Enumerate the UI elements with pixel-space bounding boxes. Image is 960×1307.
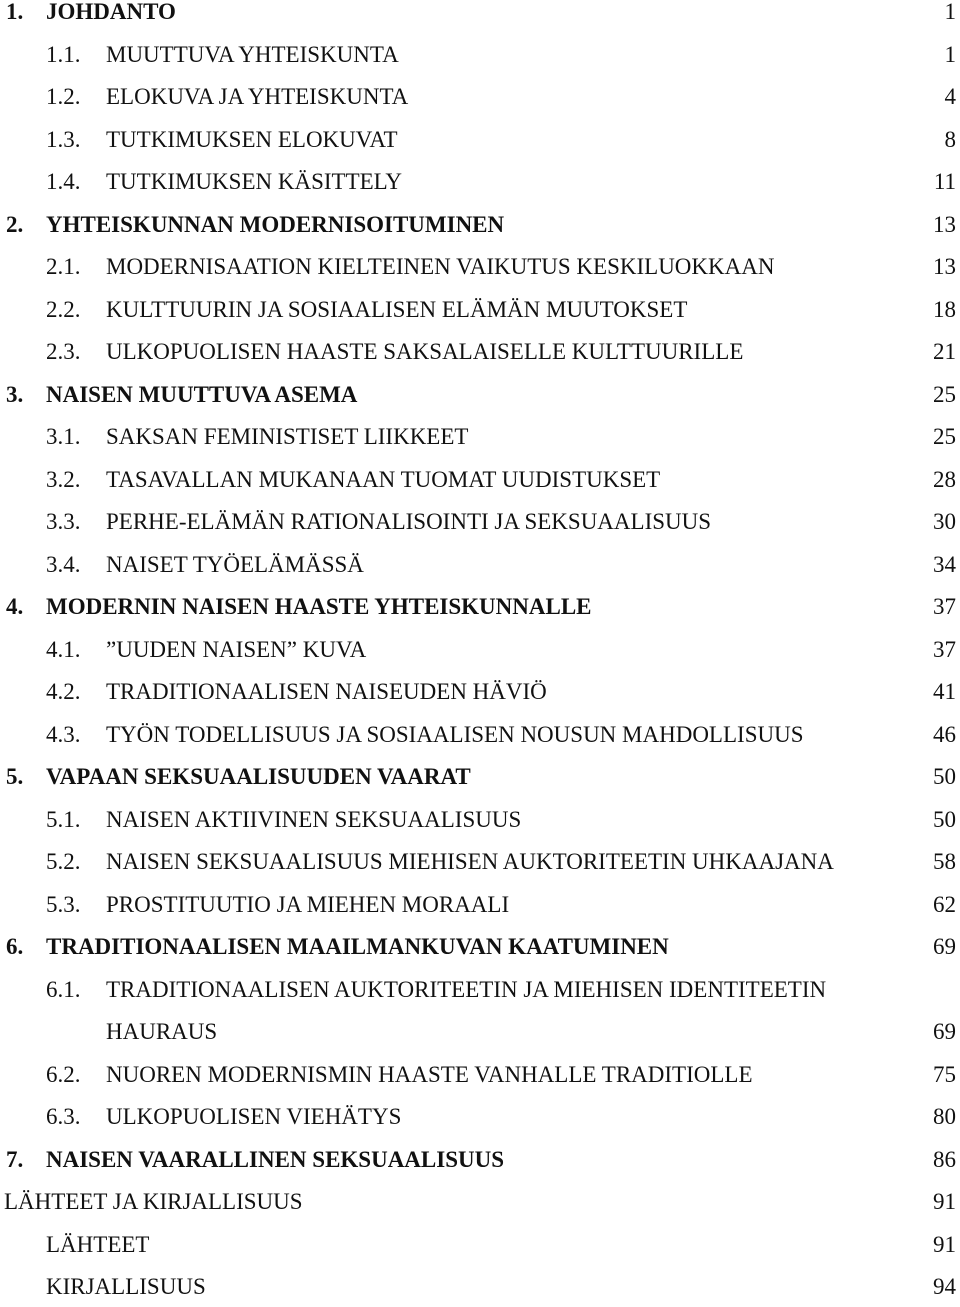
toc-entry-number: 4.1. (46, 636, 81, 662)
toc-entry-title: MUUTTUVA YHTEISKUNTA (106, 41, 399, 67)
toc-entry-number: 2.3. (46, 339, 81, 364)
toc-entry-page: 25 (933, 381, 956, 407)
toc-entry-title: HAURAUS (106, 1019, 218, 1044)
toc-entry-page: 50 (933, 806, 956, 832)
toc-entry-title: TUTKIMUKSEN KÄSITTELY (106, 169, 403, 194)
toc-entry-page: 13 (933, 211, 956, 237)
toc-entry-number: 3.3. (46, 509, 81, 534)
toc-entry (0, 375, 960, 415)
toc-entry (0, 1097, 960, 1137)
toc-entry-page: 8 (944, 126, 956, 152)
toc-entry-page: 11 (933, 169, 956, 194)
toc-entry-page: 91 (933, 1189, 956, 1214)
toc-entry (0, 120, 960, 160)
toc-entry-number: 5.3. (46, 891, 81, 917)
toc-entry-page: 41 (933, 679, 956, 704)
toc-entry-page: 18 (933, 296, 956, 322)
toc-entry-number: 5.2. (46, 849, 81, 874)
toc-entry-page: 37 (933, 636, 956, 662)
toc-entry-number: 7. (6, 1146, 24, 1172)
toc-entry (0, 77, 960, 117)
toc-entry-page: 86 (933, 1146, 956, 1172)
toc-entry (0, 885, 960, 925)
toc-entry (0, 545, 960, 585)
toc-entry (0, 460, 960, 500)
toc-entry-page: 4 (944, 84, 956, 109)
toc-entry-page: 91 (933, 1231, 956, 1257)
toc-entry (0, 205, 960, 245)
toc-entry-title: TRADITIONAALISEN AUKTORITEETIN JA MIEHISEN IDENTITEETIN (106, 976, 827, 1002)
toc-entry (0, 800, 960, 840)
toc-entry-page: 46 (933, 721, 956, 747)
toc-entry-title: TRADITIONAALISEN MAAILMANKUVAN KAATUMINEN (46, 934, 669, 959)
toc-entry-number: 1. (6, 0, 24, 24)
toc-entry-number: 6.1. (46, 976, 81, 1002)
toc-entry-title: MODERNISAATION KIELTEINEN VAIKUTUS KESKILUOKKAAN (106, 254, 775, 279)
toc-entry-title: ULKOPUOLISEN HAASTE SAKSALAISELLE KULTTUURILLE (106, 339, 744, 364)
toc-entry-page: 62 (933, 891, 956, 917)
toc-entry (0, 502, 960, 542)
toc-entry-page: 21 (933, 339, 956, 364)
toc-entry (0, 630, 960, 670)
toc-entry (0, 417, 960, 457)
toc-entry (0, 757, 960, 797)
toc-entry-title: NAISEN VAARALLINEN SEKSUAALISUUS (46, 1146, 505, 1172)
toc-entry-number: 3.2. (46, 466, 81, 492)
toc-entry-number: 2. (6, 211, 24, 237)
toc-entry (0, 332, 960, 372)
toc-entry-title: KIRJALLISUUS (46, 1274, 206, 1299)
toc-entry (0, 0, 960, 32)
toc-entry (0, 247, 960, 287)
toc-entry-number: 2.2. (46, 296, 81, 322)
toc-entry (0, 1055, 960, 1095)
toc-entry-page: 13 (933, 254, 956, 279)
toc-entry-title: TRADITIONAALISEN NAISEUDEN HÄVIÖ (106, 679, 547, 704)
toc-entry-page: 75 (933, 1061, 956, 1087)
toc-entry-page: 1 (944, 0, 956, 24)
toc-entry-page: 28 (933, 466, 956, 492)
toc-entry-number: 4. (6, 594, 24, 619)
toc-entry (0, 1225, 960, 1265)
toc-entry-title: LÄHTEET JA KIRJALLISUUS (4, 1189, 303, 1214)
toc-entry-title: TYÖN TODELLISUUS JA SOSIAALISEN NOUSUN MAHDOLLISUUS (106, 721, 804, 747)
toc-entry (0, 842, 960, 882)
toc-entry-page: 37 (933, 594, 956, 619)
toc-entry-title: NAISEN AKTIIVINEN SEKSUAALISUUS (106, 806, 522, 832)
toc-entry (0, 715, 960, 755)
toc-entry-page: 69 (933, 1019, 956, 1044)
toc-entry-page: 58 (933, 849, 956, 874)
toc-entry-number: 1.2. (46, 84, 81, 109)
toc-entry (0, 672, 960, 712)
toc-entry (0, 1012, 960, 1052)
toc-entry (0, 162, 960, 202)
toc-entry-number: 1.4. (46, 169, 81, 194)
toc-entry (0, 290, 960, 330)
toc-entry-title: ”UUDEN NAISEN” KUVA (106, 636, 367, 662)
toc-entry-number: 1.1. (46, 41, 81, 67)
toc-entry-page: 69 (933, 934, 956, 959)
toc-entry-title: NAISET TYÖELÄMÄSSÄ (106, 551, 364, 577)
toc-entry (0, 1267, 960, 1307)
toc-entry-title: YHTEISKUNNAN MODERNISOITUMINEN (46, 211, 505, 237)
toc-entry-page: 1 (944, 41, 956, 67)
toc-entry-title: ULKOPUOLISEN VIEHÄTYS (106, 1104, 402, 1129)
toc-entry (0, 927, 960, 967)
toc-entry-number: 5.1. (46, 806, 81, 832)
toc-entry-page: 34 (933, 551, 956, 577)
toc-entry-number: 3. (6, 381, 24, 407)
toc-entry (0, 1140, 960, 1180)
toc-entry-title: NAISEN MUUTTUVA ASEMA (46, 381, 358, 407)
toc-entry-title: TASAVALLAN MUKANAAN TUOMAT UUDISTUKSET (106, 466, 661, 492)
toc-entry-title: ELOKUVA JA YHTEISKUNTA (106, 84, 409, 109)
toc-entry-title: NUOREN MODERNISMIN HAASTE VANHALLE TRADITIOLLE (106, 1061, 753, 1087)
toc-entry-number: 6. (6, 934, 24, 959)
toc-entry (0, 587, 960, 627)
toc-entry-number: 3.1. (46, 424, 81, 449)
toc-entry-number: 5. (6, 764, 24, 789)
toc-entry-page: 30 (933, 509, 956, 534)
toc-entry-title: PERHE-ELÄMÄN RATIONALISOINTI JA SEKSUAALISUUS (106, 509, 712, 534)
toc-entry-title: MODERNIN NAISEN HAASTE YHTEISKUNNALLE (46, 594, 592, 619)
toc-entry-title: NAISEN SEKSUAALISUUS MIEHISEN AUKTORITEETIN UHKAAJANA (106, 849, 834, 874)
toc-entry-title: VAPAAN SEKSUAALISUUDEN VAARAT (46, 764, 471, 789)
toc-entry-page: 25 (933, 424, 956, 449)
toc-entry (0, 1182, 960, 1222)
toc-entry-page: 50 (933, 764, 956, 789)
toc-entry-title: JOHDANTO (46, 0, 176, 24)
toc-entry-number: 2.1. (46, 254, 81, 279)
toc-entry (0, 35, 960, 75)
toc-entry-title: TUTKIMUKSEN ELOKUVAT (106, 126, 398, 152)
toc-entry-page: 94 (933, 1274, 956, 1299)
toc-entry-number: 4.2. (46, 679, 81, 704)
toc-entry (0, 970, 960, 1010)
toc-entry-title: KULTTUURIN JA SOSIAALISEN ELÄMÄN MUUTOKSET (106, 296, 688, 322)
toc-entry-number: 3.4. (46, 551, 81, 577)
toc-entry-page: 80 (933, 1104, 956, 1129)
toc-entry-title: PROSTITUUTIO JA MIEHEN MORAALI (106, 891, 510, 917)
toc-entry-title: SAKSAN FEMINISTISET LIIKKEET (106, 424, 469, 449)
toc-entry-title: LÄHTEET (46, 1231, 150, 1257)
toc-entry-number: 6.2. (46, 1061, 81, 1087)
toc-entry-number: 6.3. (46, 1104, 81, 1129)
toc-entry-number: 1.3. (46, 126, 81, 152)
toc-entry-number: 4.3. (46, 721, 81, 747)
